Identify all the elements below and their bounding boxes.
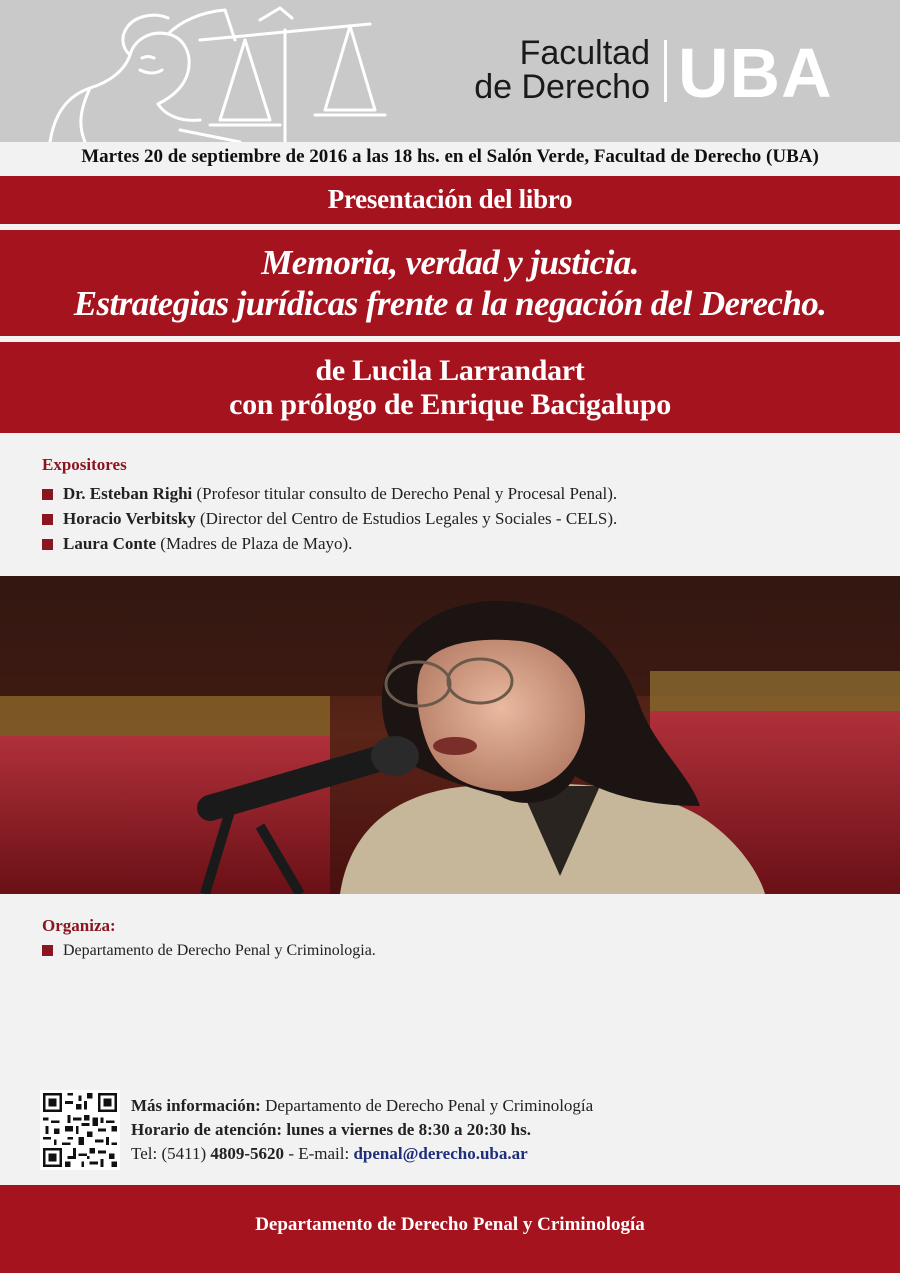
speaker-item — [42, 506, 882, 531]
speaker-role: (Director del Centro de Estudios Legales y Sociales - CELS). — [195, 509, 618, 528]
phone-label: Tel: (5411) — [131, 1144, 211, 1163]
book-title-line1: Memoria, verdad y justicia. — [261, 243, 639, 282]
brand-divider — [664, 40, 667, 102]
organizer-name: Departamento de Derecho Penal y Criminologia. — [63, 942, 376, 959]
phone-number: 4809-5620 — [210, 1144, 285, 1163]
event-dateline: Martes 20 de septiembre de 2016 a las 18 hs. en el Salón Verde, Facultad de Derecho (UBA) — [81, 146, 819, 167]
speaker-role: (Madres de Plaza de Mayo). — [156, 534, 353, 553]
speaker-item — [42, 481, 882, 506]
book-title — [0, 230, 900, 336]
contact-info — [131, 1094, 593, 1166]
qr-code-icon — [40, 1090, 120, 1170]
speaker-name: Horacio Verbitsky — [63, 509, 196, 528]
speaker-item — [42, 531, 882, 556]
book-title-line2: Estrategias jurídicas frente a la negación del Derecho. — [73, 284, 827, 323]
office-hours-line — [131, 1118, 593, 1142]
bullet-square-icon — [42, 945, 53, 956]
organizer-item — [42, 940, 376, 962]
organizer-title: Organiza: — [42, 916, 116, 935]
faculty-name-line1: Facultad — [519, 34, 650, 72]
bullet-square-icon — [42, 514, 53, 525]
more-info-line — [131, 1094, 593, 1118]
author-line: de Lucila Larrandart — [315, 354, 585, 387]
speakers-list — [42, 481, 882, 556]
speaker-name: Dr. Esteban Righi — [63, 484, 193, 503]
office-hours-label: Horario de atención: — [131, 1120, 283, 1139]
faculty-brand — [466, 36, 886, 116]
speaker-role: (Profesor titular consulto de Derecho Penal y Procesal Penal). — [192, 484, 618, 503]
more-info-value: Departamento de Derecho Penal y Criminología — [260, 1096, 594, 1115]
uba-logo-text: UBA — [678, 34, 833, 112]
book-authors — [0, 342, 900, 433]
bullet-square-icon — [42, 539, 53, 550]
speaker-name: Laura Conte — [63, 534, 157, 553]
email-link[interactable]: dpenal@derecho.uba.ar — [353, 1144, 528, 1163]
header-banner — [0, 0, 900, 142]
more-info-label: Más información: — [131, 1096, 261, 1115]
bullet-square-icon — [42, 489, 53, 500]
prologue-line: con prólogo de Enrique Bacigalupo — [229, 388, 671, 421]
faculty-name — [466, 36, 650, 104]
phone-email-line — [131, 1142, 593, 1166]
footer-banner: Departamento de Derecho Penal y Criminología — [0, 1185, 900, 1273]
presentation-label: Presentación del libro — [0, 176, 900, 224]
faculty-name-line2: de Derecho — [474, 68, 650, 106]
speaker-photo — [0, 576, 900, 894]
justice-scales-illustration — [30, 0, 410, 142]
office-hours-value: lunes a viernes de 8:30 a 20:30 hs. — [282, 1120, 531, 1139]
speakers-title: Expositores — [42, 455, 127, 474]
email-label: - E-mail: — [284, 1144, 354, 1163]
